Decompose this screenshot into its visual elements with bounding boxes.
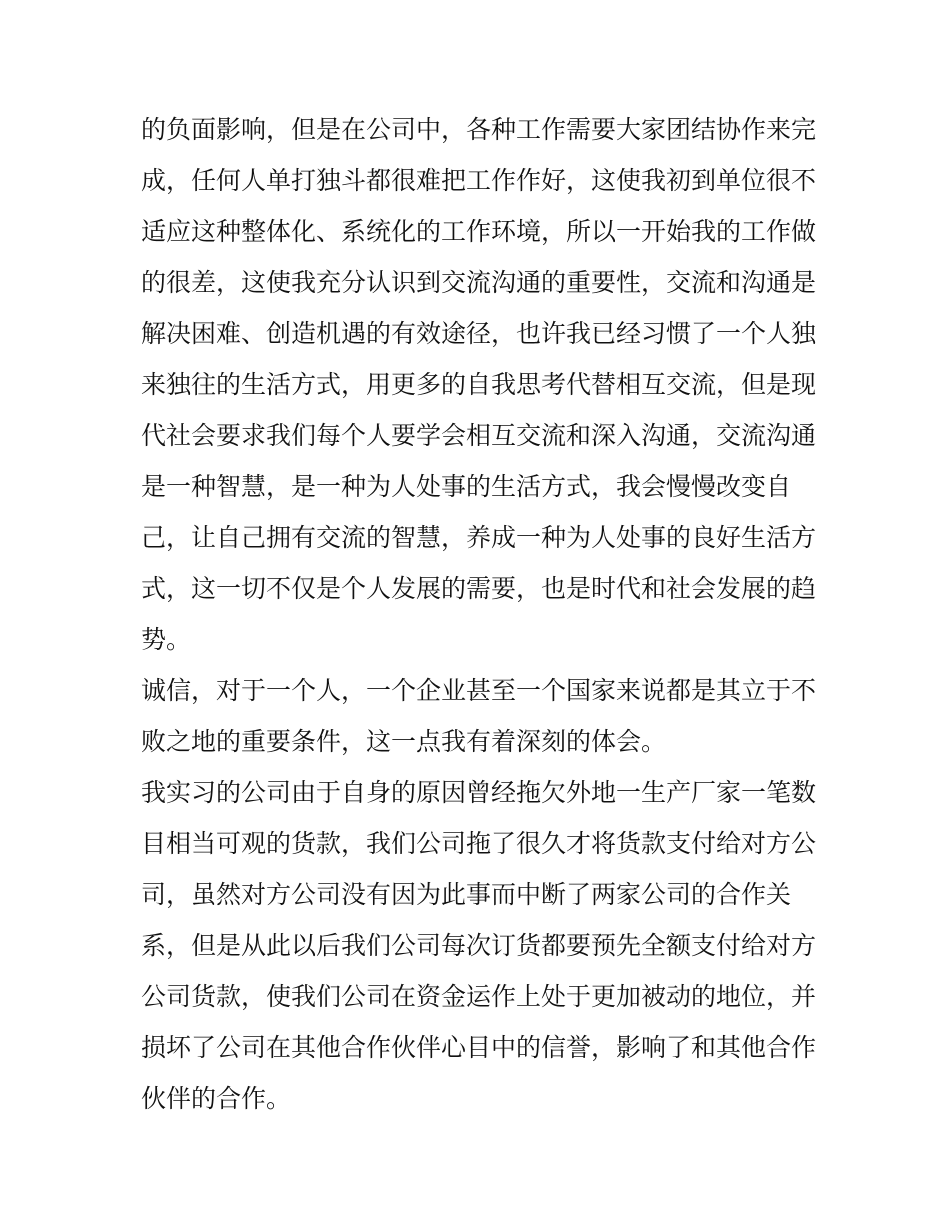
- text-line: 代社会要求我们每个人要学会相互交流和深入沟通，交流沟通: [141, 421, 817, 450]
- text-line: 成，任何人单打独斗都很难把工作作好，这使我初到单位很不: [141, 166, 817, 195]
- text-line: 目相当可观的货款，我们公司拖了很久才将货款支付给对方公: [141, 829, 817, 858]
- text-line: 公司货款，使我们公司在资金运作上处于更加被动的地位，并: [141, 982, 817, 1011]
- text-line: 诚信，对于一个人，一个企业甚至一个国家来说都是其立于不: [141, 676, 817, 705]
- text-line: 的负面影响，但是在公司中，各种工作需要大家团结协作来完: [141, 115, 817, 144]
- text-line: 是一种智慧，是一种为人处事的生活方式，我会慢慢改变自: [141, 472, 792, 501]
- text-line: 我实习的公司由于自身的原因曾经拖欠外地一生产厂家一笔数: [141, 778, 817, 807]
- text-line: 败之地的重要条件，这一点我有着深刻的体会。: [141, 727, 667, 756]
- text-line: 势。: [141, 625, 192, 654]
- text-line: 式，这一切不仅是个人发展的需要，也是时代和社会发展的趋: [141, 574, 817, 603]
- text-line: 来独往的生活方式，用更多的自我思考代替相互交流，但是现: [141, 370, 817, 399]
- text-line: 司，虽然对方公司没有因为此事而中断了两家公司的合作关: [141, 880, 792, 909]
- text-line: 系，但是从此以后我们公司每次订货都要预先全额支付给对方: [141, 931, 817, 960]
- text-line: 适应这种整体化、系统化的工作环境，所以一开始我的工作做: [141, 217, 817, 246]
- text-line: 解决困难、创造机遇的有效途径，也许我已经习惯了一个人独: [141, 319, 817, 348]
- text-line: 损坏了公司在其他合作伙伴心目中的信誉，影响了和其他合作: [141, 1033, 817, 1062]
- document-body: [141, 104, 817, 1124]
- text-line: 伙伴的合作。: [141, 1084, 292, 1113]
- text-line: 己，让自己拥有交流的智慧，养成一种为人处事的良好生活方: [141, 523, 817, 552]
- text-line: 的很差，这使我充分认识到交流沟通的重要性，交流和沟通是: [141, 268, 817, 297]
